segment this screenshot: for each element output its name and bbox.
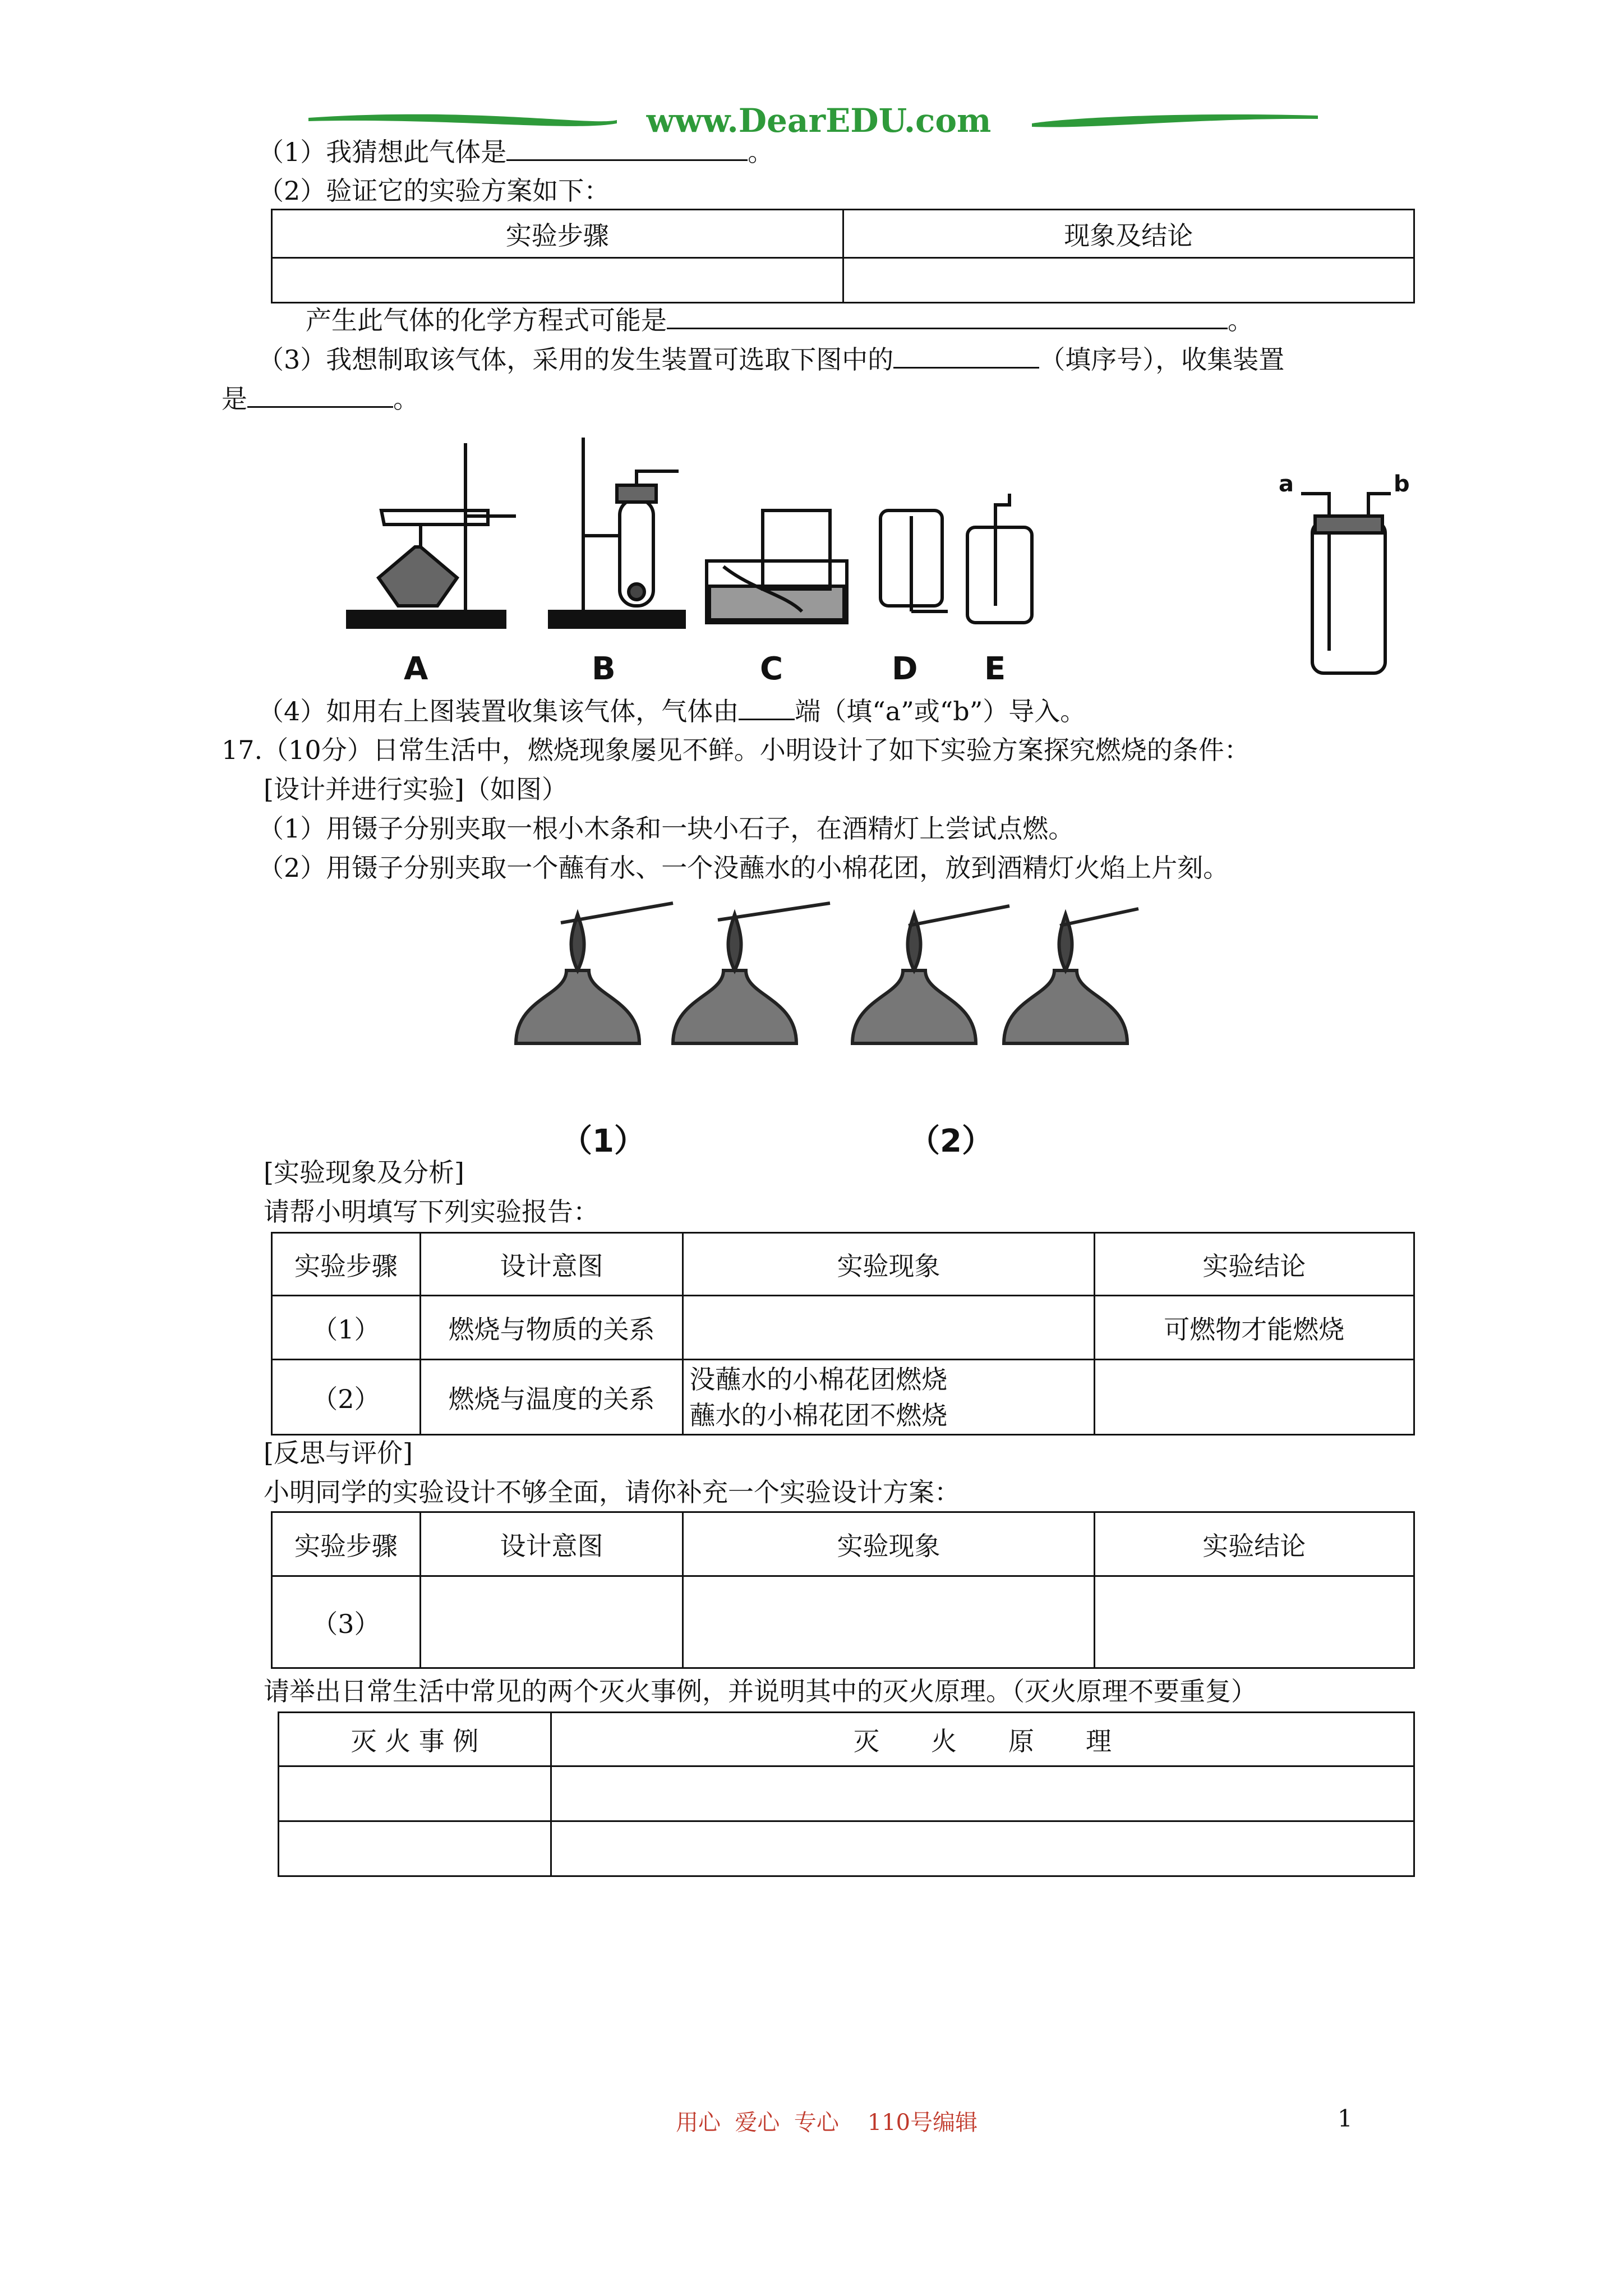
page-number: 1 [1338, 2105, 1353, 2132]
answer-blank[interactable] [247, 381, 393, 408]
apparatus-label-b: B [592, 651, 616, 687]
figure-label-1: （1） [561, 1123, 645, 1159]
verify-table [271, 209, 1415, 303]
table-cell-blank[interactable] [1094, 1360, 1414, 1435]
alcohol-lamp-drawing-icon [505, 898, 1150, 1111]
table-cell: （2） [272, 1360, 421, 1435]
table-header-cell: 灭 火 事 例 [279, 1713, 551, 1766]
q16-p1: （1）我猜想此气体是 。 [258, 135, 773, 169]
table-header-cell: 实验步骤 [272, 1233, 421, 1296]
table-cell-blank[interactable] [279, 1821, 551, 1876]
q17-design-heading: [设计并进行实验]（如图） [264, 774, 568, 804]
q17-reflection-prompt: 小明同学的实验设计不够全面，请你补充一个实验设计方案： [264, 1477, 960, 1507]
table-cell-blank[interactable] [551, 1766, 1414, 1821]
q17-analysis-prompt: 请帮小明填写下列实验报告： [264, 1197, 599, 1227]
table-header-cell: 灭 火 原 理 [551, 1713, 1414, 1766]
table-row [279, 1766, 1414, 1821]
table-cell-blank[interactable] [272, 258, 843, 303]
table-cell-blank[interactable] [1094, 1576, 1414, 1668]
table-cell-blank[interactable] [279, 1766, 551, 1821]
apparatus-figure [336, 426, 1410, 696]
table-cell-blank[interactable] [843, 258, 1414, 303]
q16-p3: （3）我想制取该气体，采用的发生装置可选取下图中的 （填序号），收集装置 [258, 342, 1284, 376]
table-row [272, 1360, 1414, 1435]
q17-reflection-heading: [反思与评价] [264, 1438, 413, 1468]
answer-blank[interactable] [667, 303, 1228, 329]
table-header-cell: 实验现象 [683, 1233, 1094, 1296]
answer-blank[interactable] [739, 694, 795, 720]
q16-p2: （2）验证它的实验方案如下： [258, 176, 610, 206]
table-row [279, 1821, 1414, 1876]
burning-figure [505, 898, 1150, 1167]
table-cell-blank[interactable] [420, 1576, 683, 1668]
report-table [271, 1232, 1415, 1435]
table-cell: （3） [272, 1576, 421, 1668]
apparatus-label-e: E [984, 651, 1006, 687]
q16-equation: 产生此气体的化学方程式可能是 。 [306, 303, 1253, 337]
q17-analysis-heading: [实验现象及分析] [264, 1157, 464, 1188]
table-cell: （1） [272, 1296, 421, 1360]
table-header-cell: 实验步骤 [272, 210, 843, 258]
table-header-cell: 设计意图 [420, 1512, 683, 1576]
port-label-b: b [1394, 471, 1410, 497]
apparatus-label-d: D [892, 651, 918, 687]
q17-extinguish-prompt: 请举出日常生活中常见的两个灭火事例，并说明其中的灭火原理。（灭火原理不要重复） [264, 1676, 1257, 1706]
extinguish-table [278, 1711, 1415, 1877]
table-row [272, 1296, 1414, 1360]
q17-step2: （2）用镊子分别夹取一个蘸有水、一个没蘸水的小棉花团，放到酒精灯火焰上片刻。 [258, 853, 1229, 883]
table-cell: 燃烧与物质的关系 [420, 1296, 683, 1360]
table-cell-blank[interactable] [551, 1821, 1414, 1876]
supplement-table [271, 1511, 1415, 1669]
table-header-cell: 实验结论 [1094, 1233, 1414, 1296]
table-cell-blank[interactable] [683, 1576, 1094, 1668]
table-cell: 没蘸水的小棉花团燃烧 蘸水的小棉花团不燃烧 [683, 1360, 1094, 1435]
answer-blank[interactable] [506, 135, 748, 161]
table-cell: 可燃物才能燃烧 [1094, 1296, 1414, 1360]
table-header-cell: 实验现象 [683, 1512, 1094, 1576]
q16-p3-cont: 是 。 [222, 381, 419, 416]
q17-intro: 17.（10分）日常生活中，燃烧现象屡见不鲜。小明设计了如下实验方案探究燃烧的条件： [222, 735, 1250, 765]
port-label-a: a [1279, 471, 1294, 497]
answer-blank[interactable] [893, 342, 1039, 369]
apparatus-drawing-icon [336, 426, 1402, 696]
header-logo-text: www.DearEDU.com [646, 102, 992, 140]
table-header-cell: 现象及结论 [843, 210, 1414, 258]
table-header-cell: 实验步骤 [272, 1512, 421, 1576]
q16-p4: （4）如用右上图装置收集该气体，气体由 端（填“a”或“b”）导入。 [258, 694, 1086, 728]
table-header-cell: 实验结论 [1094, 1512, 1414, 1576]
figure-label-2: （2） [909, 1123, 993, 1159]
footer-text: 用心 爱心 专心 110号编辑 [676, 2110, 978, 2136]
table-cell: 燃烧与温度的关系 [420, 1360, 683, 1435]
table-cell-blank[interactable] [683, 1296, 1094, 1360]
q17-step1: （1）用镊子分别夹取一根小木条和一块小石子，在酒精灯上尝试点燃。 [258, 813, 1075, 844]
table-header-cell: 设计意图 [420, 1233, 683, 1296]
apparatus-label-c: C [760, 651, 783, 687]
apparatus-label-a: A [404, 651, 428, 687]
table-row [272, 1576, 1414, 1668]
